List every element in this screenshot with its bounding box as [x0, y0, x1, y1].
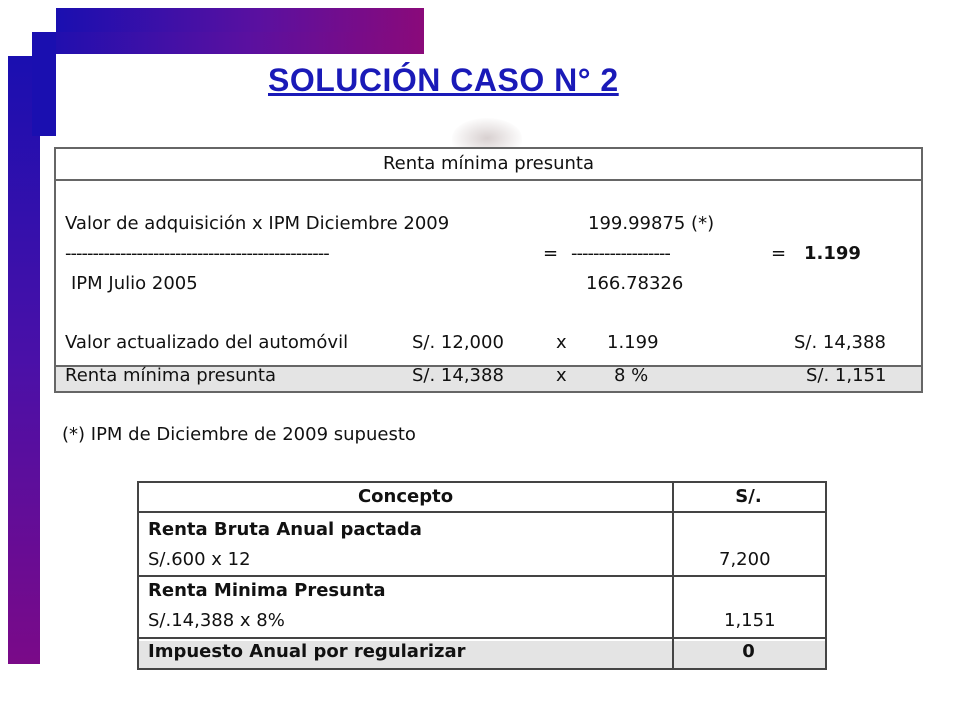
- renta-presunta-total: S/. 1,151: [806, 365, 887, 386]
- valor-actualizado-factor: 1.199: [607, 332, 659, 353]
- formula-denominator-label: IPM Julio 2005: [71, 273, 198, 294]
- valor-actualizado-total: S/. 14,388: [794, 332, 886, 353]
- renta-minima-header: Renta mínima presunta: [56, 149, 921, 181]
- renta-minima-table: [54, 147, 923, 393]
- row-divider-header: [139, 511, 825, 513]
- formula-denominator-value: 166.78326: [586, 273, 684, 294]
- renta-bruta-detail: S/.600 x 12: [148, 549, 251, 570]
- renta-presunta-op: x: [556, 365, 567, 386]
- formula-equals-1: =: [543, 243, 559, 264]
- renta-presunta-factor: 8 %: [614, 365, 649, 386]
- impuesto-table: [137, 481, 827, 670]
- formula-result: 1.199: [804, 243, 861, 264]
- formula-numerator-value: 199.99875 (*): [588, 213, 715, 234]
- col-header-concepto: Concepto: [357, 486, 454, 507]
- renta-minima-detail: S/.14,388 x 8%: [148, 610, 285, 631]
- row-divider-1: [139, 575, 825, 577]
- valor-actualizado-label: Valor actualizado del automóvil: [65, 332, 349, 353]
- impuesto-anual-title: Impuesto Anual por regularizar: [148, 641, 466, 662]
- footnote: (*) IPM de Diciembre de 2009 supuesto: [62, 424, 416, 445]
- formula-dash-left: ------------------------------------------------: [65, 243, 329, 264]
- slide-title: SOLUCIÓN CASO N° 2: [268, 62, 619, 98]
- decor-bar-top-inner: [32, 32, 424, 54]
- row-divider-2: [139, 637, 825, 639]
- col-header-soles: S/.: [735, 486, 762, 507]
- decor-bar-left-inner: [32, 32, 56, 136]
- renta-presunta-amount: S/. 14,388: [412, 365, 504, 386]
- renta-bruta-value: 7,200: [719, 549, 771, 570]
- formula-dash-right: ------------------: [571, 243, 670, 264]
- valor-actualizado-op: x: [556, 332, 567, 353]
- formula-equals-2: =: [771, 243, 787, 264]
- renta-presunta-label: Renta mínima presunta: [65, 365, 277, 386]
- valor-actualizado-amount: S/. 12,000: [412, 332, 504, 353]
- renta-minima-value: 1,151: [724, 610, 776, 631]
- renta-minima-title: Renta Minima Presunta: [148, 580, 386, 601]
- formula-numerator-label: Valor de adquisición x IPM Diciembre 2009: [65, 213, 450, 234]
- impuesto-anual-value: 0: [742, 641, 755, 662]
- renta-bruta-title: Renta Bruta Anual pactada: [148, 519, 422, 540]
